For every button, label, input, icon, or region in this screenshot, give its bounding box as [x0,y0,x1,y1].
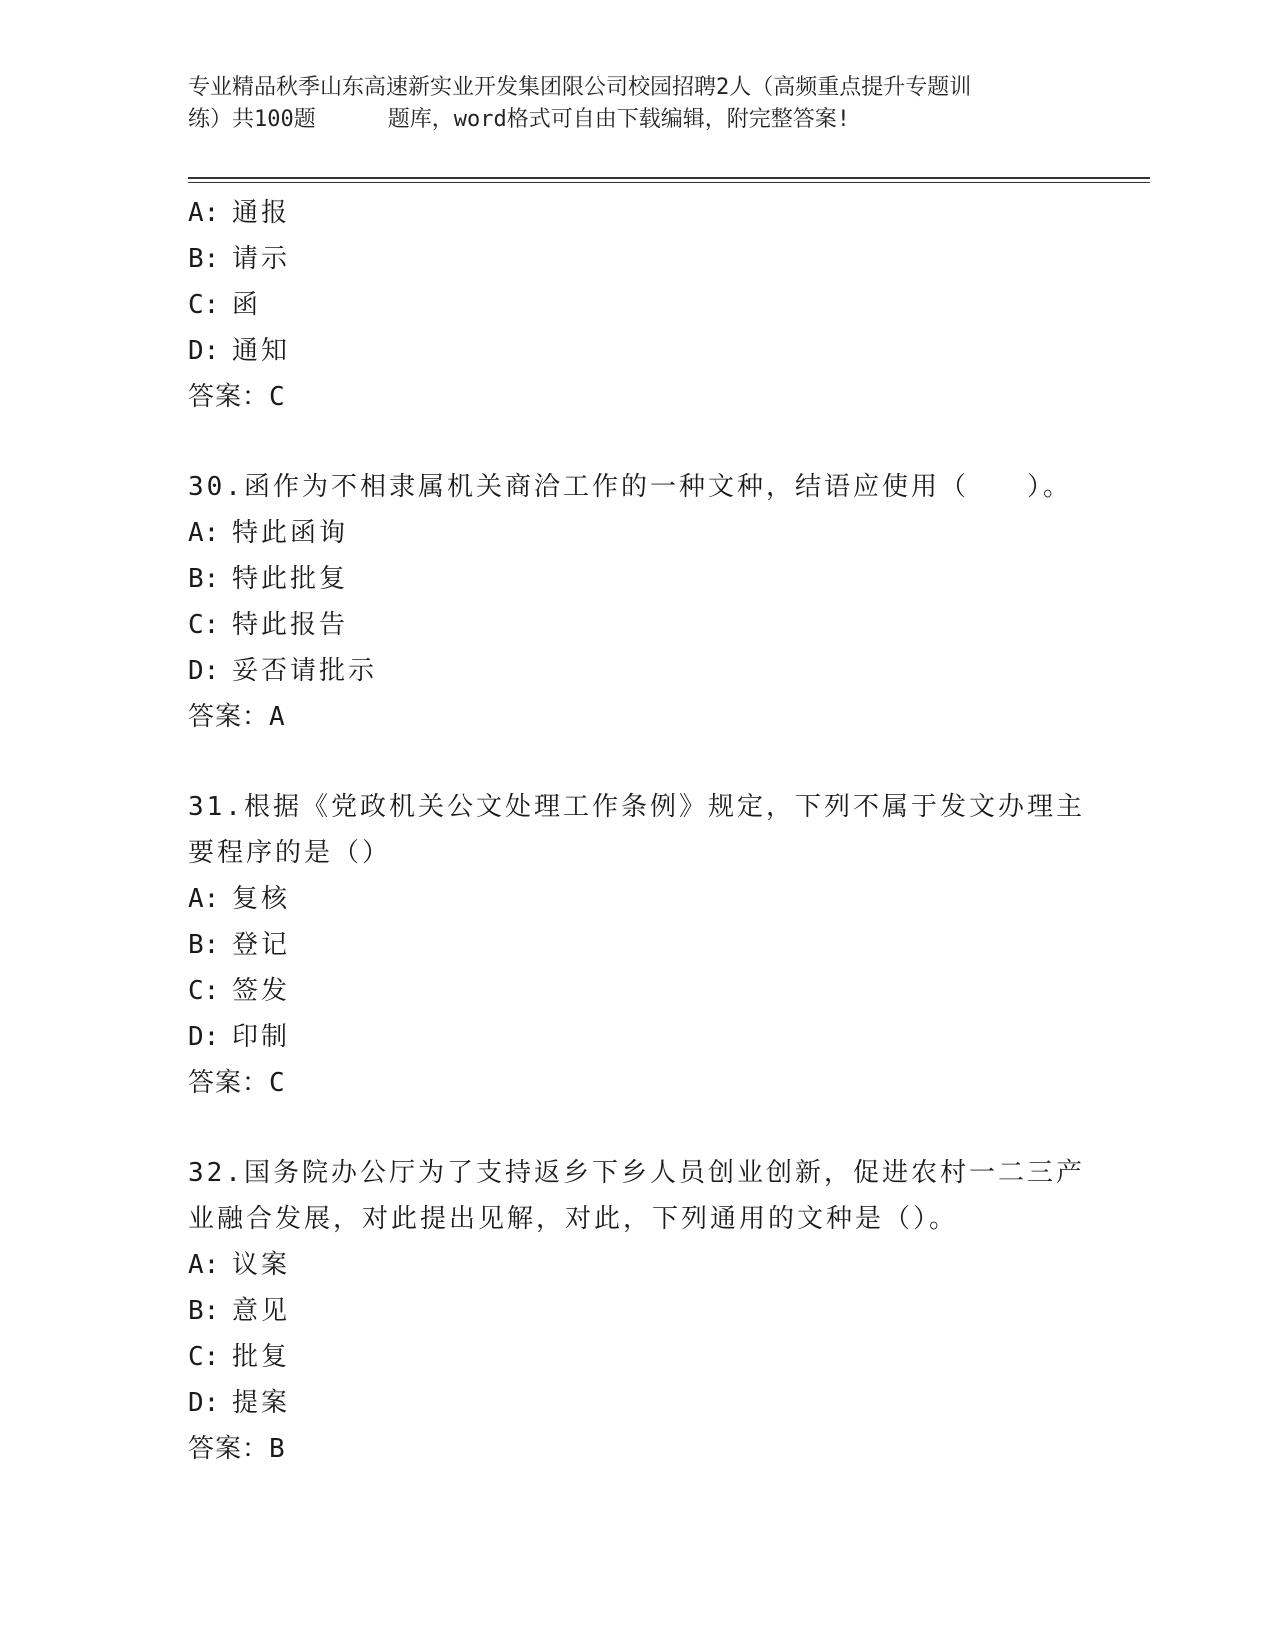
page-header [188,72,1088,136]
option-letter: D: [188,656,220,686]
question-text: 32.国务院办公厅为了支持返乡下乡人员创业创新，促进农村一二三产业融合发展，对此提出见解，对此，下列通用的文种是（）。 [188,1158,1085,1234]
option-item [188,328,1088,374]
option-text: 函 [232,290,262,320]
question-block [188,464,1088,740]
option-text: 印制 [232,1022,291,1052]
option-item [188,236,1088,282]
option-text: 特此函询 [232,518,349,548]
option-item [188,282,1088,328]
option-item [188,556,1088,602]
option-text: 复核 [232,884,291,914]
option-item [188,1334,1088,1380]
option-letter: A: [188,884,220,914]
option-letter: C: [188,1342,220,1372]
option-text: 特此批复 [232,564,349,594]
header-line-1: 专业精品秋季山东高速新实业开发集团限公司校园招聘2人（高频重点提升专题训 [188,75,972,100]
option-letter: A: [188,198,220,228]
answer-line: 答案：B [188,1434,286,1464]
option-text: 妥否请批示 [232,656,378,686]
question-text: 31.根据《党政机关公文处理工作条例》规定，下列不属于发文办理主要程序的是（） [188,792,1085,868]
header-rule-thin [188,182,1150,183]
question-list [188,190,1088,1472]
option-letter: D: [188,1022,220,1052]
option-letter: D: [188,1388,220,1418]
option-letter: C: [188,290,220,320]
option-text: 批复 [232,1342,291,1372]
question-block [188,1150,1088,1472]
header-count: 练）共100题 [188,107,316,132]
option-letter: B: [188,930,220,960]
option-letter: D: [188,336,220,366]
option-letter: B: [188,564,220,594]
option-item [188,922,1088,968]
option-letter: B: [188,244,220,274]
option-text: 通报 [232,198,291,228]
option-text: 登记 [232,930,291,960]
option-item [188,510,1088,556]
option-item [188,602,1088,648]
option-text: 意见 [232,1296,291,1326]
option-item [188,876,1088,922]
option-letter: C: [188,610,220,640]
answer-line: 答案：C [188,1068,286,1098]
header-rule-thick [188,177,1150,179]
option-item [188,1288,1088,1334]
question-text: 30.函作为不相隶属机关商洽工作的一种文种，结语应使用（ ）。 [188,472,1072,502]
option-letter: B: [188,1296,220,1326]
option-item [188,190,1088,236]
header-line-2 [188,104,1088,136]
option-text: 通知 [232,336,291,366]
option-item [188,648,1088,694]
option-text: 提案 [232,1388,291,1418]
option-letter: A: [188,518,220,548]
question-block [188,784,1088,1106]
option-text: 签发 [232,976,291,1006]
header-description: 题库，word格式可自由下载编辑，附完整答案! [387,107,850,132]
option-item [188,1242,1088,1288]
option-item [188,1380,1088,1426]
option-letter: C: [188,976,220,1006]
option-text: 议案 [232,1250,291,1280]
answer-line: 答案：A [188,702,286,732]
answer-line: 答案：C [188,382,286,412]
option-text: 特此报告 [232,610,349,640]
option-item [188,1014,1088,1060]
question-block [188,190,1088,420]
option-text: 请示 [232,244,291,274]
option-letter: A: [188,1250,220,1280]
option-item [188,968,1088,1014]
